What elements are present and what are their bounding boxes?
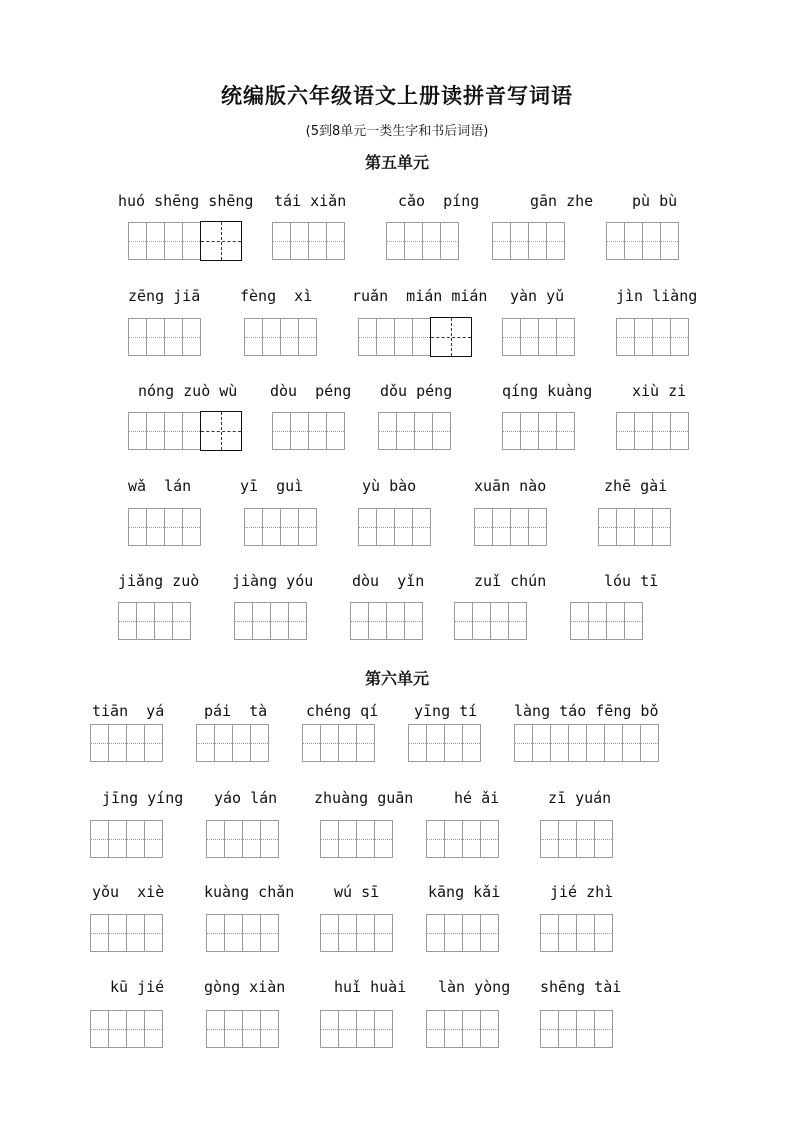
writing-cell[interactable]	[624, 222, 643, 260]
writing-cell[interactable]	[414, 412, 433, 450]
writing-cell[interactable]	[514, 724, 533, 762]
pinyin-label: yǒu xiè	[92, 883, 165, 901]
writing-cell[interactable]	[606, 222, 625, 260]
writing-cell[interactable]	[196, 724, 215, 762]
writing-grid	[90, 820, 163, 858]
writing-cell[interactable]	[164, 412, 183, 450]
writing-cell[interactable]	[422, 222, 441, 260]
writing-cell[interactable]	[376, 318, 395, 356]
writing-cell[interactable]	[358, 508, 377, 546]
writing-grid	[302, 724, 375, 762]
writing-cell[interactable]	[298, 318, 317, 356]
writing-cell[interactable]	[290, 412, 309, 450]
writing-cell[interactable]	[670, 318, 689, 356]
writing-cell[interactable]	[386, 602, 405, 640]
writing-cell[interactable]	[412, 318, 431, 356]
writing-cell[interactable]	[490, 602, 509, 640]
pinyin-label: tái xiǎn	[274, 192, 347, 210]
pinyin-label: wú sī	[334, 883, 380, 901]
writing-cell[interactable]	[144, 1010, 163, 1048]
writing-cell[interactable]	[642, 222, 661, 260]
writing-cell[interactable]	[368, 602, 387, 640]
writing-cell[interactable]	[356, 724, 375, 762]
writing-grid	[426, 820, 499, 858]
writing-grid	[502, 318, 575, 356]
writing-grid	[540, 1010, 613, 1048]
writing-grid	[386, 222, 459, 260]
writing-cell[interactable]	[404, 222, 423, 260]
writing-cell[interactable]	[432, 412, 451, 450]
writing-cell[interactable]	[634, 318, 653, 356]
writing-cell[interactable]	[426, 1010, 445, 1048]
writing-cell[interactable]	[350, 602, 369, 640]
writing-cell[interactable]	[302, 724, 321, 762]
writing-cell[interactable]	[90, 1010, 109, 1048]
writing-cell[interactable]	[224, 820, 243, 858]
writing-grid	[320, 1010, 393, 1048]
writing-cell[interactable]	[182, 412, 201, 450]
writing-cell[interactable]	[298, 508, 317, 546]
pinyin-label: zī yuán	[548, 789, 612, 807]
writing-cell[interactable]	[172, 602, 191, 640]
writing-cell[interactable]	[338, 820, 357, 858]
pinyin-label: làn yòng	[438, 978, 511, 996]
writing-cell[interactable]	[358, 318, 377, 356]
writing-cell[interactable]	[108, 1010, 127, 1048]
writing-cell[interactable]	[394, 318, 413, 356]
writing-cell[interactable]	[250, 724, 269, 762]
character-box[interactable]	[200, 411, 242, 451]
writing-grid	[320, 820, 393, 858]
writing-grid	[128, 318, 201, 356]
writing-cell[interactable]	[472, 602, 491, 640]
writing-cell[interactable]	[426, 914, 445, 952]
writing-cell[interactable]	[182, 508, 201, 546]
writing-cell[interactable]	[568, 724, 587, 762]
writing-cell[interactable]	[570, 602, 589, 640]
character-box[interactable]	[430, 317, 472, 357]
character-box[interactable]	[200, 221, 242, 261]
writing-cell[interactable]	[606, 602, 625, 640]
pinyin-label: pù bù	[632, 192, 678, 210]
writing-cell[interactable]	[622, 724, 641, 762]
writing-cell[interactable]	[444, 724, 463, 762]
writing-cell[interactable]	[528, 222, 547, 260]
writing-cell[interactable]	[492, 508, 511, 546]
writing-grid	[502, 412, 575, 450]
writing-cell[interactable]	[444, 914, 463, 952]
writing-cell[interactable]	[128, 412, 147, 450]
pinyin-label: tiān yá	[92, 702, 165, 720]
writing-cell[interactable]	[182, 318, 201, 356]
writing-cell[interactable]	[616, 318, 635, 356]
writing-cell[interactable]	[394, 508, 413, 546]
writing-cell[interactable]	[126, 1010, 145, 1048]
writing-cell[interactable]	[444, 1010, 463, 1048]
writing-cell[interactable]	[144, 914, 163, 952]
writing-cell[interactable]	[480, 820, 499, 858]
pinyin-label: làng táo fēng bǒ	[514, 702, 659, 720]
pinyin-label: hé ǎi	[454, 789, 500, 807]
writing-cell[interactable]	[90, 914, 109, 952]
writing-grid	[616, 318, 689, 356]
writing-cell[interactable]	[128, 222, 147, 260]
writing-cell[interactable]	[404, 602, 423, 640]
pinyin-label: zhuàng guān	[314, 789, 414, 807]
writing-cell[interactable]	[128, 318, 147, 356]
writing-cell[interactable]	[242, 820, 261, 858]
writing-cell[interactable]	[326, 412, 345, 450]
writing-cell[interactable]	[558, 1010, 577, 1048]
writing-grid	[426, 914, 499, 952]
writing-cell[interactable]	[586, 724, 605, 762]
writing-grid	[540, 914, 613, 952]
writing-cell[interactable]	[320, 1010, 339, 1048]
writing-cell[interactable]	[598, 508, 617, 546]
writing-cell[interactable]	[270, 602, 289, 640]
writing-grid	[244, 508, 317, 546]
pinyin-label: dǒu péng	[380, 382, 453, 400]
pinyin-label: qíng kuàng	[502, 382, 593, 400]
writing-cell[interactable]	[502, 412, 521, 450]
writing-cell[interactable]	[640, 724, 659, 762]
writing-cell[interactable]	[164, 508, 183, 546]
writing-cell[interactable]	[146, 508, 165, 546]
pinyin-label: yáo lán	[214, 789, 278, 807]
writing-cell[interactable]	[260, 914, 279, 952]
page-subtitle: (5到8单元一类生字和书后词语)	[305, 124, 489, 139]
writing-cell[interactable]	[462, 914, 481, 952]
pinyin-label: jiǎng zuò	[118, 572, 200, 590]
pinyin-label: huó shēng shēng	[118, 192, 254, 210]
writing-cell[interactable]	[164, 222, 183, 260]
pinyin-label: zēng jiā	[128, 287, 201, 305]
writing-cell[interactable]	[206, 820, 225, 858]
pinyin-label: kāng kǎi	[428, 883, 501, 901]
writing-cell[interactable]	[532, 724, 551, 762]
writing-grid	[128, 508, 201, 546]
writing-cell[interactable]	[652, 508, 671, 546]
pinyin-label: xuān nào	[474, 477, 547, 495]
writing-cell[interactable]	[376, 508, 395, 546]
writing-cell[interactable]	[538, 412, 557, 450]
writing-cell[interactable]	[262, 508, 281, 546]
writing-cell[interactable]	[502, 318, 521, 356]
writing-grid	[206, 914, 279, 952]
writing-grid	[90, 724, 163, 762]
writing-cell[interactable]	[374, 914, 393, 952]
writing-cell[interactable]	[260, 820, 279, 858]
writing-cell[interactable]	[308, 222, 327, 260]
writing-cell[interactable]	[108, 820, 127, 858]
writing-cell[interactable]	[556, 412, 575, 450]
writing-cell[interactable]	[454, 602, 473, 640]
writing-cell[interactable]	[320, 724, 339, 762]
writing-cell[interactable]	[320, 820, 339, 858]
writing-cell[interactable]	[356, 914, 375, 952]
writing-cell[interactable]	[550, 724, 569, 762]
pinyin-label: gān zhe	[530, 192, 594, 210]
writing-grid	[540, 820, 613, 858]
writing-grid	[90, 1010, 163, 1048]
writing-grid	[128, 222, 242, 260]
writing-cell[interactable]	[670, 412, 689, 450]
writing-cell[interactable]	[244, 318, 263, 356]
writing-cell[interactable]	[164, 318, 183, 356]
writing-cell[interactable]	[426, 724, 445, 762]
writing-cell[interactable]	[520, 318, 539, 356]
writing-cell[interactable]	[492, 222, 511, 260]
writing-grid	[426, 1010, 499, 1048]
writing-cell[interactable]	[474, 508, 493, 546]
writing-grid	[492, 222, 565, 260]
writing-cell[interactable]	[386, 222, 405, 260]
writing-cell[interactable]	[528, 508, 547, 546]
writing-cell[interactable]	[508, 602, 527, 640]
writing-cell[interactable]	[144, 820, 163, 858]
writing-grid	[598, 508, 671, 546]
writing-cell[interactable]	[540, 1010, 559, 1048]
writing-cell[interactable]	[634, 508, 653, 546]
writing-cell[interactable]	[356, 820, 375, 858]
writing-cell[interactable]	[214, 724, 233, 762]
writing-cell[interactable]	[408, 724, 427, 762]
writing-cell[interactable]	[616, 508, 635, 546]
writing-cell[interactable]	[604, 724, 623, 762]
writing-cell[interactable]	[146, 318, 165, 356]
writing-cell[interactable]	[206, 914, 225, 952]
writing-cell[interactable]	[308, 412, 327, 450]
writing-cell[interactable]	[378, 412, 397, 450]
writing-cell[interactable]	[426, 820, 445, 858]
writing-cell[interactable]	[232, 724, 251, 762]
writing-grid	[206, 1010, 279, 1048]
writing-grid	[196, 724, 269, 762]
writing-cell[interactable]	[338, 724, 357, 762]
writing-grid	[570, 602, 643, 640]
pinyin-label: nóng zuò wù	[138, 382, 238, 400]
writing-cell[interactable]	[576, 914, 595, 952]
writing-cell[interactable]	[396, 412, 415, 450]
writing-cell[interactable]	[556, 318, 575, 356]
writing-cell[interactable]	[320, 914, 339, 952]
writing-cell[interactable]	[558, 914, 577, 952]
writing-grid	[118, 602, 191, 640]
pinyin-label: yù bào	[362, 477, 417, 495]
writing-cell[interactable]	[576, 1010, 595, 1048]
unit-heading-5: 第五单元	[364, 153, 429, 172]
writing-cell[interactable]	[206, 1010, 225, 1048]
pinyin-label: jiàng yóu	[232, 572, 314, 590]
writing-cell[interactable]	[126, 724, 145, 762]
writing-cell[interactable]	[90, 724, 109, 762]
writing-grid	[474, 508, 547, 546]
writing-cell[interactable]	[594, 820, 613, 858]
writing-cell[interactable]	[242, 1010, 261, 1048]
writing-grid	[244, 318, 317, 356]
writing-cell[interactable]	[136, 602, 155, 640]
pinyin-label: yī guì	[240, 477, 304, 495]
pinyin-label: cǎo píng	[398, 192, 480, 210]
writing-cell[interactable]	[540, 820, 559, 858]
writing-cell[interactable]	[660, 222, 679, 260]
writing-cell[interactable]	[288, 602, 307, 640]
pinyin-label: chéng qí	[306, 702, 379, 720]
writing-cell[interactable]	[90, 820, 109, 858]
writing-cell[interactable]	[374, 1010, 393, 1048]
writing-cell[interactable]	[272, 412, 291, 450]
pinyin-label: fèng xì	[240, 287, 313, 305]
pinyin-label: lóu tī	[604, 572, 659, 590]
writing-grid	[358, 318, 472, 356]
writing-cell[interactable]	[224, 914, 243, 952]
writing-cell[interactable]	[280, 508, 299, 546]
pinyin-label: zuǐ chún	[474, 572, 547, 590]
writing-cell[interactable]	[634, 412, 653, 450]
pinyin-label: kū jié	[110, 978, 165, 996]
writing-cell[interactable]	[652, 412, 671, 450]
writing-cell[interactable]	[224, 1010, 243, 1048]
writing-cell[interactable]	[280, 318, 299, 356]
writing-cell[interactable]	[126, 820, 145, 858]
writing-cell[interactable]	[108, 724, 127, 762]
writing-cell[interactable]	[462, 820, 481, 858]
writing-cell[interactable]	[182, 222, 201, 260]
pinyin-label: wǎ lán	[128, 477, 192, 495]
writing-cell[interactable]	[538, 318, 557, 356]
pinyin-label: gòng xiàn	[204, 978, 286, 996]
writing-cell[interactable]	[576, 820, 595, 858]
pinyin-label: yīng tí	[414, 702, 478, 720]
writing-cell[interactable]	[262, 318, 281, 356]
writing-cell[interactable]	[440, 222, 459, 260]
writing-grid	[616, 412, 689, 450]
writing-cell[interactable]	[234, 602, 253, 640]
pinyin-label: jié zhì	[550, 883, 614, 901]
writing-cell[interactable]	[510, 508, 529, 546]
writing-cell[interactable]	[338, 914, 357, 952]
writing-cell[interactable]	[242, 914, 261, 952]
pinyin-label: ruǎn mián mián	[352, 287, 488, 305]
writing-cell[interactable]	[480, 1010, 499, 1048]
writing-cell[interactable]	[546, 222, 565, 260]
page-title: 统编版六年级语文上册读拼音写词语	[221, 84, 573, 108]
writing-cell[interactable]	[540, 914, 559, 952]
writing-cell[interactable]	[624, 602, 643, 640]
writing-grid	[272, 412, 345, 450]
writing-grid	[272, 222, 345, 260]
writing-cell[interactable]	[338, 1010, 357, 1048]
writing-grid	[128, 412, 242, 450]
writing-cell[interactable]	[146, 412, 165, 450]
pinyin-label: huǐ huài	[334, 978, 407, 996]
writing-cell[interactable]	[108, 914, 127, 952]
pinyin-label: jìn liàng	[616, 287, 698, 305]
writing-cell[interactable]	[444, 820, 463, 858]
writing-grid	[234, 602, 307, 640]
writing-grid	[606, 222, 679, 260]
writing-grid	[378, 412, 451, 450]
pinyin-label: xiù zi	[632, 382, 687, 400]
pinyin-label: zhē gài	[604, 477, 668, 495]
writing-cell[interactable]	[594, 1010, 613, 1048]
writing-cell[interactable]	[128, 508, 147, 546]
pinyin-label: shēng tài	[540, 978, 622, 996]
writing-cell[interactable]	[252, 602, 271, 640]
writing-cell[interactable]	[558, 820, 577, 858]
writing-cell[interactable]	[146, 222, 165, 260]
writing-cell[interactable]	[412, 508, 431, 546]
writing-cell[interactable]	[290, 222, 309, 260]
writing-cell[interactable]	[462, 724, 481, 762]
writing-grid	[514, 724, 659, 762]
writing-grid	[90, 914, 163, 952]
pinyin-label: jīng yíng	[102, 789, 184, 807]
writing-grid	[320, 914, 393, 952]
writing-cell[interactable]	[462, 1010, 481, 1048]
pinyin-label: kuàng chǎn	[204, 883, 295, 901]
writing-cell[interactable]	[480, 914, 499, 952]
pinyin-label: pái tà	[204, 702, 268, 720]
writing-cell[interactable]	[374, 820, 393, 858]
writing-cell[interactable]	[588, 602, 607, 640]
pinyin-label: dòu péng	[270, 382, 352, 400]
writing-cell[interactable]	[272, 222, 291, 260]
writing-cell[interactable]	[616, 412, 635, 450]
pinyin-label: yàn yǔ	[510, 287, 565, 305]
writing-grid	[206, 820, 279, 858]
writing-cell[interactable]	[356, 1010, 375, 1048]
writing-cell[interactable]	[118, 602, 137, 640]
writing-grid	[358, 508, 431, 546]
writing-cell[interactable]	[154, 602, 173, 640]
writing-cell[interactable]	[510, 222, 529, 260]
writing-cell[interactable]	[144, 724, 163, 762]
writing-cell[interactable]	[652, 318, 671, 356]
writing-cell[interactable]	[260, 1010, 279, 1048]
pinyin-label: dòu yǐn	[352, 572, 425, 590]
writing-cell[interactable]	[520, 412, 539, 450]
unit-heading-6: 第六单元	[364, 669, 429, 688]
writing-grid	[408, 724, 481, 762]
writing-grid	[454, 602, 527, 640]
writing-cell[interactable]	[326, 222, 345, 260]
writing-cell[interactable]	[126, 914, 145, 952]
writing-grid	[350, 602, 423, 640]
writing-cell[interactable]	[594, 914, 613, 952]
writing-cell[interactable]	[244, 508, 263, 546]
